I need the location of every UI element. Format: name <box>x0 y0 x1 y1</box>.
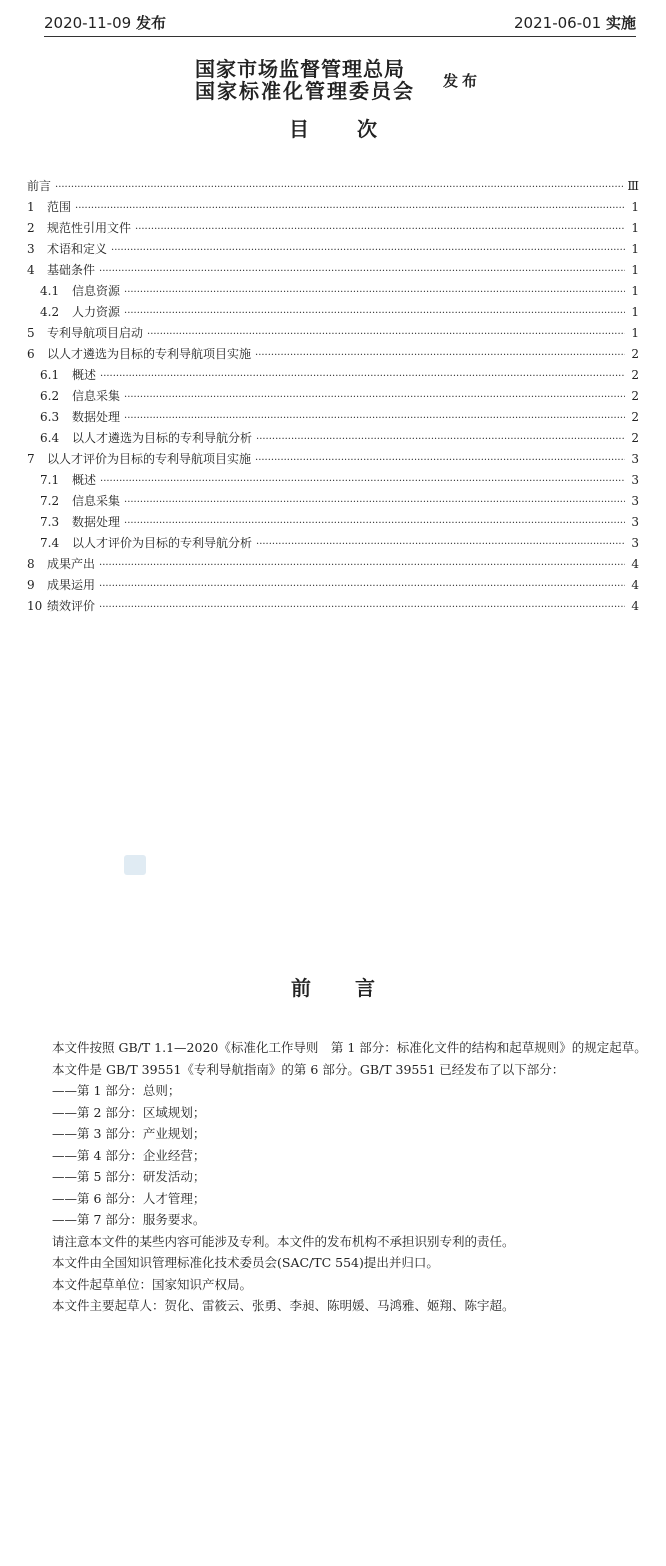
preface-paragraph: 请注意本文件的某些内容可能涉及专利。本文件的发布机构不承担识别专利的责任。 <box>52 1233 515 1249</box>
watermark-logo <box>124 855 146 875</box>
preface-paragraph: 本文件按照 GB/T 1.1—2020《标准化工作导则 第 1 部分：标准化文件的结构和起草规则》的规定起草。 <box>52 1040 647 1055</box>
toc-entry[interactable] <box>27 344 639 365</box>
preface-paragraph: 本文件由全国知识管理标准化技术委员会(SAC/TC 554)提出并归口。 <box>52 1255 439 1270</box>
toc-entry[interactable] <box>27 260 639 281</box>
toc-title: 目次 <box>289 117 425 141</box>
toc-entry-title: 概述 <box>72 473 97 487</box>
toc-entry-number: 7.1 <box>40 473 60 487</box>
toc-entry-page: 3 <box>631 473 639 487</box>
toc-leader-dots <box>256 534 625 555</box>
toc-entry-page: 1 <box>631 284 639 298</box>
toc-entry-number: 2 <box>27 221 35 235</box>
toc-entry[interactable] <box>27 407 639 428</box>
toc-entry-page: 2 <box>631 368 639 382</box>
toc-entry-page: 3 <box>631 494 639 508</box>
toc-leader-dots <box>256 429 625 450</box>
preface-paragraph: 本文件是 GB/T 39551《专利导航指南》的第 6 部分。GB/T 39551 已经发布了以下部分： <box>52 1061 565 1077</box>
toc-entry-title: 以人才评价为目标的专利导航分析 <box>72 536 253 550</box>
toc-entry-number: 4.1 <box>40 284 60 298</box>
toc-entry[interactable] <box>27 323 639 344</box>
toc-entry-page: 4 <box>631 599 639 613</box>
toc-entry-number: 6.3 <box>40 410 60 424</box>
toc-entry-title: 以人才遴选为目标的专利导航项目实施 <box>47 347 252 361</box>
toc-entry-page: Ⅲ <box>627 179 639 193</box>
toc-entry-number: 3 <box>27 242 35 256</box>
list-item: ——第 1 部分：总则； <box>52 1083 181 1098</box>
toc-leader-dots <box>135 219 625 240</box>
issuer-line-1: 国家市场监督管理总局 <box>195 57 405 81</box>
toc-entry-number: 5 <box>27 326 35 340</box>
toc-entry[interactable] <box>27 491 639 512</box>
toc-entry-number: 9 <box>27 578 35 592</box>
issuer-names <box>195 58 415 102</box>
toc-entry-number: 6 <box>27 347 35 361</box>
toc-leader-dots <box>124 387 625 408</box>
toc-entry[interactable] <box>27 281 639 302</box>
toc-leader-dots <box>99 555 625 576</box>
toc-entry-title: 成果产出 <box>47 557 96 571</box>
toc-entry-page: 4 <box>631 578 639 592</box>
toc-entry-number: 8 <box>27 557 35 571</box>
toc-entry-title: 专利导航项目启动 <box>47 326 144 340</box>
toc-entry-page: 3 <box>631 536 639 550</box>
toc-entry[interactable] <box>27 512 639 533</box>
toc-entry[interactable] <box>27 449 639 470</box>
toc-entry-title: 术语和定义 <box>47 242 108 256</box>
toc-entry-number: 7.3 <box>40 515 60 529</box>
list-item: ——第 3 部分：产业规划； <box>52 1126 206 1141</box>
toc-entry-number: 4 <box>27 263 35 277</box>
toc-entry[interactable] <box>27 596 639 617</box>
toc-entry-title: 信息采集 <box>72 389 121 403</box>
toc-entry-number: 7.4 <box>40 536 60 550</box>
toc-leader-dots <box>255 345 625 366</box>
toc-leader-dots <box>99 576 625 597</box>
toc-entry[interactable] <box>27 176 639 197</box>
publish-date: 2020-11-09 发布 <box>44 14 166 32</box>
toc-leader-dots <box>100 471 625 492</box>
toc-leader-dots <box>55 177 623 198</box>
toc-entry-number: 6.1 <box>40 368 60 382</box>
toc-entry-title: 成果运用 <box>47 578 96 592</box>
list-item: ——第 5 部分：研发活动； <box>52 1169 206 1184</box>
toc-entry[interactable] <box>27 428 639 449</box>
toc-entry-number: 7.2 <box>40 494 60 508</box>
preface-body <box>22 1037 652 1317</box>
toc-entry-number: 1 <box>27 200 35 214</box>
toc-leader-dots <box>255 450 625 471</box>
toc-leader-dots <box>124 513 625 534</box>
toc-leader-dots <box>99 261 625 282</box>
toc-entry[interactable] <box>27 218 639 239</box>
toc-entry-title: 前言 <box>27 179 52 193</box>
effective-date: 2021-06-01 实施 <box>514 14 636 32</box>
list-item: ——第 4 部分：企业经营； <box>52 1147 206 1163</box>
toc-entry-page: 1 <box>631 200 639 214</box>
toc-entry[interactable] <box>27 365 639 386</box>
toc-entry-title: 信息资源 <box>72 284 121 298</box>
toc-entry-page: 2 <box>631 410 639 424</box>
toc-leader-dots <box>100 366 625 387</box>
toc-leader-dots <box>124 492 625 513</box>
list-item: ——第 7 部分：服务要求。 <box>52 1212 206 1227</box>
toc-entry-page: 4 <box>631 557 639 571</box>
preface-paragraph: 本文件起草单位：国家知识产权局。 <box>52 1276 253 1292</box>
toc-leader-dots <box>111 240 625 261</box>
issuer-line-2: 国家标准化管理委员会 <box>195 79 415 103</box>
toc-leader-dots <box>75 198 625 219</box>
toc-entry-title: 基础条件 <box>47 263 96 277</box>
toc-entry-page: 2 <box>631 389 639 403</box>
toc-entry-number: 7 <box>27 452 35 466</box>
toc-entry-number: 6.4 <box>40 431 60 445</box>
header-bar <box>44 0 636 37</box>
toc-entry-number: 6.2 <box>40 389 60 403</box>
toc-entry-title: 范围 <box>47 200 72 214</box>
toc-entry-title: 规范性引用文件 <box>47 221 132 235</box>
toc-entry-title: 数据处理 <box>72 410 121 424</box>
toc-entry-page: 1 <box>631 326 639 340</box>
toc-entry[interactable] <box>27 302 639 323</box>
toc-entry-title: 概述 <box>72 368 97 382</box>
toc-entry-number: 4.2 <box>40 305 60 319</box>
list-item: ——第 6 部分：人才管理； <box>52 1190 206 1206</box>
toc-entry-title: 数据处理 <box>72 515 121 529</box>
toc-entry-title: 人力资源 <box>72 305 121 319</box>
toc-entry[interactable] <box>27 554 639 575</box>
toc-entry-page: 1 <box>631 221 639 235</box>
toc-entry-title: 绩效评价 <box>47 599 96 613</box>
toc-leader-dots <box>124 282 625 303</box>
toc-entry[interactable] <box>27 470 639 491</box>
toc-entry-page: 1 <box>631 305 639 319</box>
toc-entry-page: 1 <box>631 242 639 256</box>
issuer-release: 发布 <box>443 72 482 90</box>
toc-entry[interactable] <box>27 197 639 218</box>
toc-entry-title: 信息采集 <box>72 494 121 508</box>
toc-entry-title: 以人才遴选为目标的专利导航分析 <box>72 431 253 445</box>
toc-entry-page: 2 <box>631 347 639 361</box>
table-of-contents <box>27 176 639 617</box>
toc-entry-page: 3 <box>631 515 639 529</box>
toc-entry-page: 1 <box>631 263 639 277</box>
toc-entry[interactable] <box>27 575 639 596</box>
preface-title: 前言 <box>291 976 419 1000</box>
toc-leader-dots <box>124 303 625 324</box>
toc-leader-dots <box>99 597 625 618</box>
toc-leader-dots <box>147 324 625 345</box>
preface-paragraph: 本文件主要起草人：贺化、雷筱云、张勇、李昶、陈明媛、马鸿雅、姬翔、陈宇超。 <box>52 1298 515 1313</box>
toc-entry-title: 以人才评价为目标的专利导航项目实施 <box>47 452 252 466</box>
toc-entry-page: 3 <box>631 452 639 466</box>
toc-entry[interactable] <box>27 533 639 554</box>
list-item: ——第 2 部分：区域规划； <box>52 1104 206 1120</box>
toc-entry[interactable] <box>27 386 639 407</box>
toc-leader-dots <box>124 408 625 429</box>
toc-entry-page: 2 <box>631 431 639 445</box>
toc-entry-number: 10 <box>27 599 43 613</box>
toc-entry[interactable] <box>27 239 639 260</box>
